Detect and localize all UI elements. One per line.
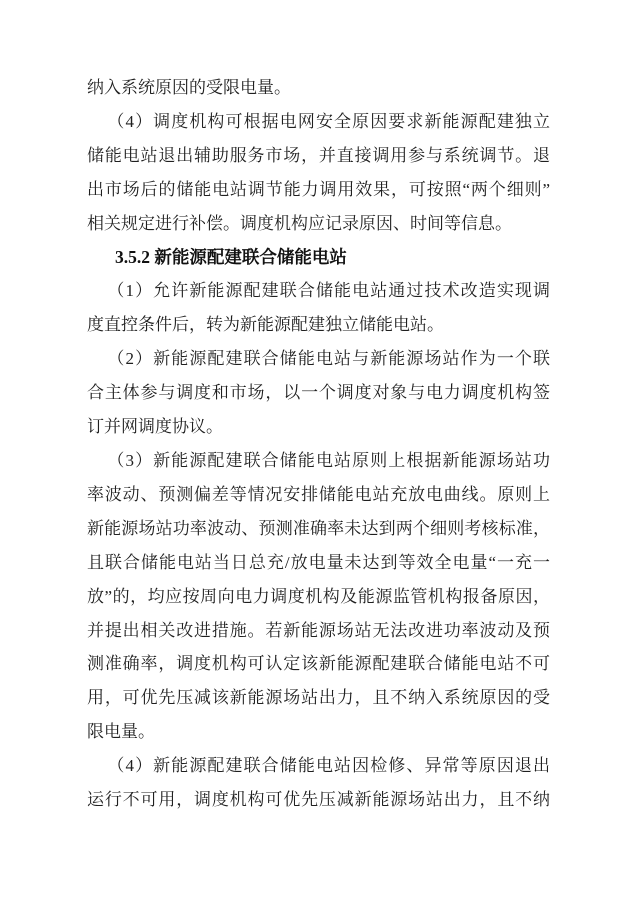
document-text-block — [87, 71, 550, 817]
text-line: 放”的，均应按周向电力调度机构及能源监管机构报备原因， — [87, 586, 550, 606]
text-line: 新能源场站功率波动、预测准确率未达到两个细则考核标准， — [87, 518, 550, 538]
text-line: 并提出相关改进措施。若新能源场站无法改进功率波动及预 — [87, 620, 550, 640]
text-line: （3）新能源配建联合储能电站原则上根据新能源场站功 — [107, 450, 550, 470]
text-line: （4）调度机构可根据电网安全原因要求新能源配建独立 — [107, 111, 550, 131]
text-line: 度直控条件后，转为新能源配建独立储能电站。 — [87, 315, 444, 335]
text-line: （2）新能源配建联合储能电站与新能源场站作为一个联 — [107, 349, 550, 369]
text-line: 用，可优先压减该新能源场站出力，且不纳入系统原因的受 — [87, 688, 550, 708]
text-line: 订并网调度协议。 — [87, 417, 223, 437]
text-line: 相关规定进行补偿。调度机构应记录原因、时间等信息。 — [87, 213, 512, 233]
text-line: 纳入系统原因的受限电量。 — [87, 78, 291, 97]
text-line: 出市场后的储能电站调节能力调用效果，可按照“两个细则” — [87, 179, 550, 199]
text-line: 合主体参与调度和市场，以一个调度对象与电力调度机构签 — [87, 383, 550, 403]
text-line: 运行不可用，调度机构可优先压减新能源场站出力，且不纳 — [87, 790, 550, 810]
text-line: 率波动、预测偏差等情况安排储能电站充放电曲线。原则上 — [87, 484, 550, 504]
text-line: （1）允许新能源配建联合储能电站通过技术改造实现调 — [107, 281, 550, 301]
section-heading: 3.5.2 新能源配建联合储能电站 — [115, 246, 347, 267]
text-line: （4）新能源配建联合储能电站因检修、异常等原因退出 — [107, 756, 550, 776]
text-line: 测准确率，调度机构可认定该新能源配建联合储能电站不可 — [87, 654, 550, 674]
text-line: 且联合储能电站当日总充/放电量未达到等效全电量“一充一 — [87, 552, 550, 572]
text-line: 限电量。 — [87, 722, 155, 742]
text-line: 储能电站退出辅助服务市场，并直接调用参与系统调节。退 — [87, 145, 550, 165]
